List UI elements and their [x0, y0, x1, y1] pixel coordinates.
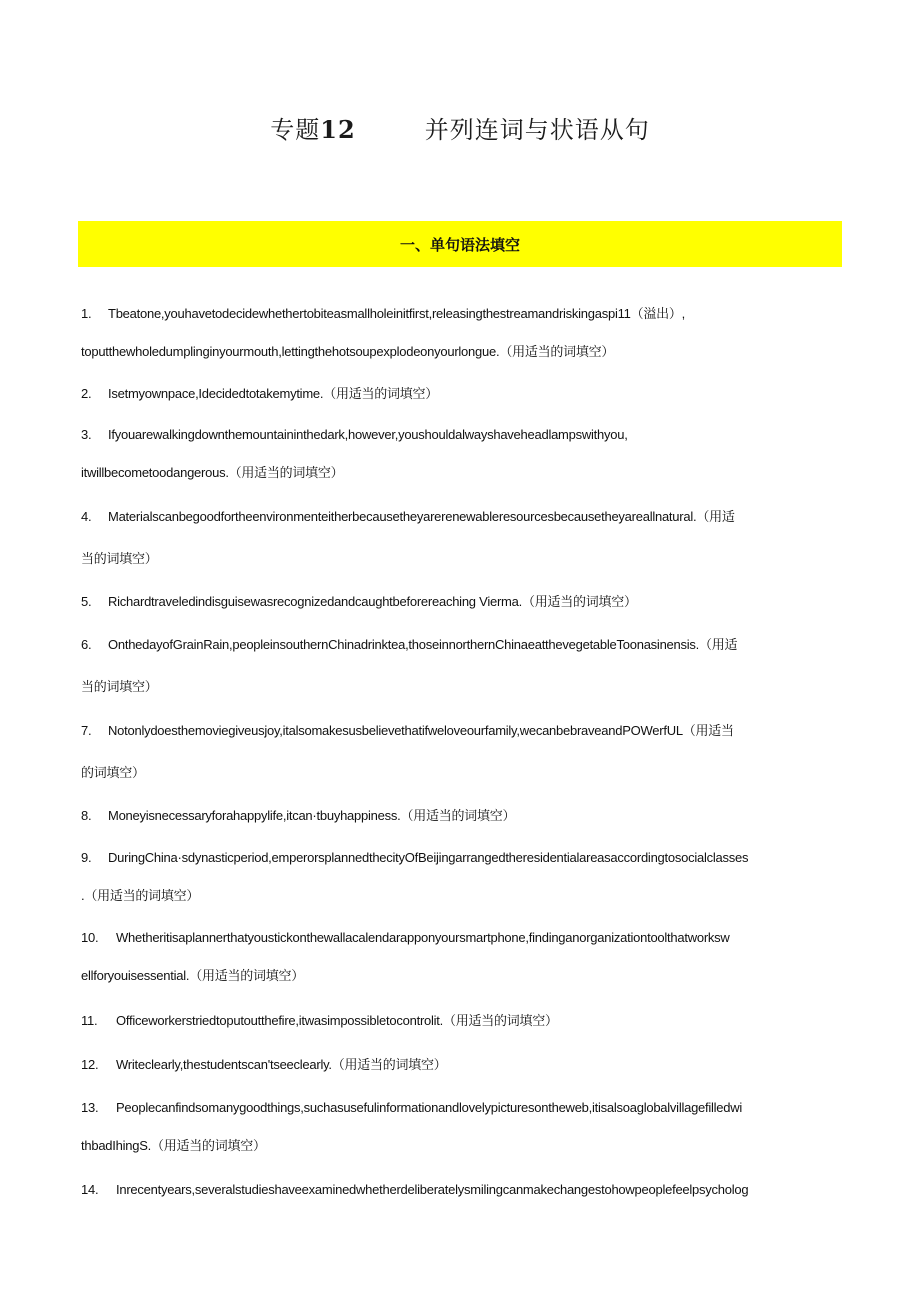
question-text-cont: .（用适当的词填空） — [81, 888, 200, 903]
question-text: Inrecentyears,severalstudieshaveexaminedwhetherdeliberatelysmilingcanmakechangestohowpeoplefeelpsycholog — [116, 1182, 749, 1197]
question-item — [81, 848, 841, 906]
question-text-cont: 当的词填空） — [81, 679, 158, 694]
question-number: 12. — [81, 1057, 99, 1072]
section-banner — [78, 221, 842, 267]
question-number: 5. — [81, 594, 92, 609]
question-text-cont: thbadIhingS.（用适当的词填空） — [81, 1138, 266, 1153]
question-number: 8. — [81, 808, 92, 823]
question-item — [81, 721, 841, 783]
question-number: 2. — [81, 386, 92, 401]
question-item — [81, 425, 841, 483]
question-text: Notonlydoesthemoviegiveusjoy,italsomakesusbelievethatifweloveourfamily,wecanbebraveandPOWerfUL（用适当 — [108, 723, 734, 738]
question-number: 9. — [81, 850, 92, 865]
question-text-cont: ellforyouisessential.（用适当的词填空） — [81, 968, 304, 983]
question-text: Peoplecanfindsomanygoodthings,suchasusefulinformationandlovelypicturesontheweb,itisalsoaglobalvillagefilledwi — [116, 1100, 743, 1115]
question-number: 3. — [81, 427, 92, 442]
question-text: Isetmyownpace,Idecidedtotakemytime.（用适当的词填空） — [108, 386, 438, 401]
title-number: 12 — [320, 115, 356, 144]
question-item — [81, 507, 841, 569]
question-item — [81, 1011, 841, 1031]
question-number: 1. — [81, 306, 92, 321]
question-item — [81, 592, 841, 612]
question-number: 13. — [81, 1100, 99, 1115]
question-text: OnthedayofGrainRain,peopleinsouthernChinadrinktea,thoseinnorthernChinaeatthevegetableToonasinensis.（用适 — [108, 637, 738, 652]
question-text: Officeworkerstriedtoputoutthefire,itwasimpossibletocontrolit.（用适当的词填空） — [116, 1013, 558, 1028]
question-number: 6. — [81, 637, 92, 652]
question-text-cont: 当的词填空） — [81, 551, 158, 566]
question-number: 11. — [81, 1013, 98, 1028]
question-text: Tbeatone,youhavetodecidewhethertobiteasmallholeinitfirst,releasingthestreamandriskingaspi11（溢出）, — [108, 306, 685, 321]
question-item — [81, 1180, 841, 1200]
question-number: 7. — [81, 723, 92, 738]
question-text-cont: 的词填空） — [81, 765, 145, 780]
question-number: 10. — [81, 930, 99, 945]
question-item — [81, 304, 841, 362]
question-text: Materialscanbegoodfortheenvironmenteitherbecausetheyarerenewableresourcesbecausetheyareallnatural.（用适 — [108, 509, 735, 524]
question-text-cont: toputthewholedumplinginyourmouth,lettingthehotsoupexplodeonyourlongue.（用适当的词填空） — [81, 344, 615, 359]
question-text: Moneyisnecessaryforahappylife,itcan·tbuyhappiness.（用适当的词填空） — [108, 808, 516, 823]
question-item — [81, 635, 841, 697]
title-prefix: 专题 — [270, 116, 321, 144]
question-item — [81, 928, 841, 986]
question-number: 4. — [81, 509, 92, 524]
question-text: Whetheritisaplannerthatyoustickonthewallacalendarapponyoursmartphone,findinganorganizationtoolthatworksw — [116, 930, 730, 945]
question-text-cont: itwillbecometoodangerous.（用适当的词填空） — [81, 465, 344, 480]
section-heading: 一、单句语法填空 — [399, 235, 520, 254]
question-item — [81, 806, 841, 826]
question-item — [81, 1098, 841, 1156]
question-item — [81, 1055, 841, 1075]
question-text: DuringChina·sdynasticperiod,emperorsplannedthecityOfBeijingarrangedtheresidentialareasaccordingtosocialclasses — [108, 850, 749, 865]
title-main: 并列连词与状语从句 — [424, 116, 650, 144]
question-text: Ifyouarewalkingdownthemountaininthedark,however,youshouldalwayshaveheadlampswithyou, — [108, 427, 628, 442]
question-number: 14. — [81, 1182, 99, 1197]
question-item — [81, 384, 841, 404]
question-text: Richardtraveledindisguisewasrecognizedandcaughtbeforereaching Vierma.（用适当的词填空） — [108, 594, 637, 609]
page-title — [0, 110, 920, 145]
question-text: Writeclearly,thestudentscan'tseeclearly.（用适当的词填空） — [116, 1057, 447, 1072]
